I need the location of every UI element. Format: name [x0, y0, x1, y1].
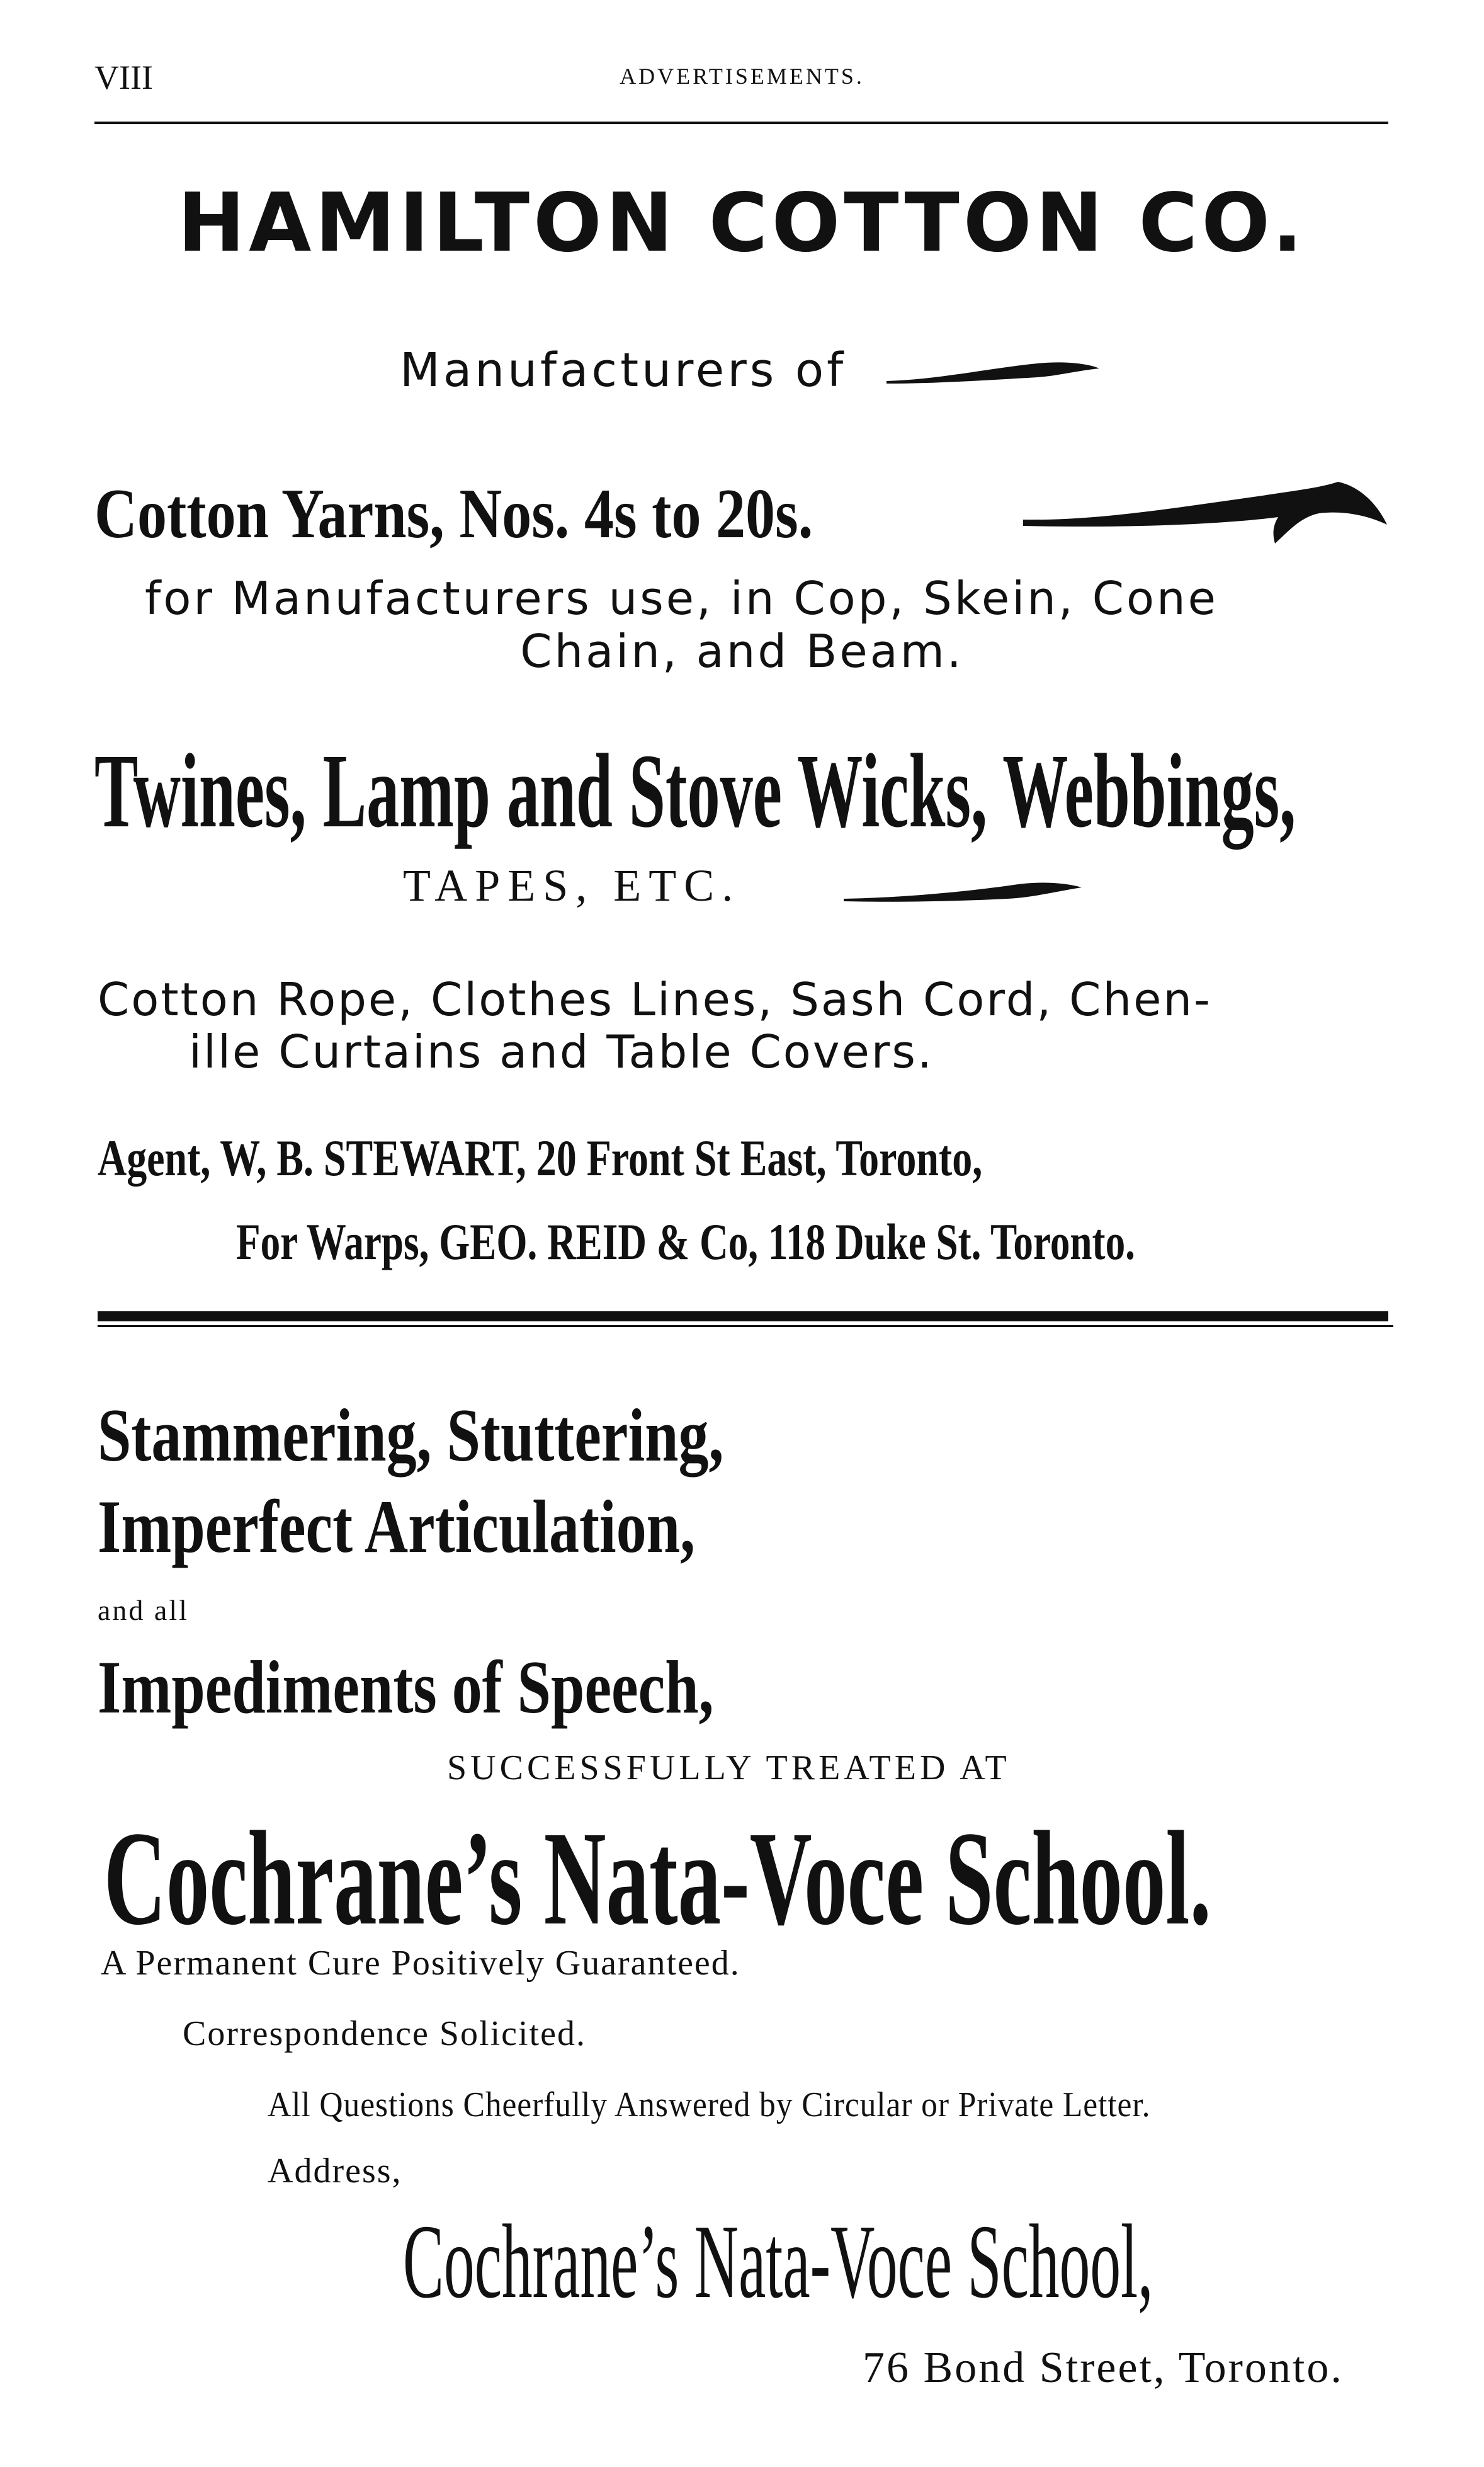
articulation-line: Imperfect Articulation, [98, 1484, 696, 1568]
yarns-use-line2: Chain, and Beam. [520, 625, 964, 678]
and-all: and all [98, 1594, 189, 1626]
running-header: ADVERTISEMENTS. [620, 64, 864, 89]
yarns-use-line1: for Manufacturers use, in Cop, Skein, Cone [145, 572, 1218, 625]
company-name: HAMILTON COTTON CO. [178, 176, 1306, 270]
agent-line: Agent, W, B. STEWART, 20 Front St East, Toronto, [98, 1129, 983, 1187]
stammering-line: Stammering, Stuttering, [98, 1393, 724, 1477]
swash-ornament-icon [886, 350, 1101, 394]
section-divider [98, 1311, 1388, 1321]
section-divider-thin [98, 1325, 1393, 1327]
rope-line2: ille Curtains and Table Covers. [189, 1025, 934, 1078]
street-address: 76 Bond Street, Toronto. [863, 2344, 1344, 2392]
treated-at: SUCCESSFULLY TREATED AT [447, 1748, 1011, 1787]
page-number: VIII [94, 59, 153, 96]
swash-ornament-icon [1023, 463, 1388, 545]
rope-line1: Cotton Rope, Clothes Lines, Sash Cord, Chen- [98, 973, 1212, 1026]
manufacturers-of: Manufacturers of [400, 343, 847, 397]
questions-line: All Questions Cheerfully Answered by Circular or Private Letter. [268, 2085, 1151, 2124]
correspondence-line: Correspondence Solicited. [183, 2014, 586, 2053]
swash-ornament-icon [844, 872, 1083, 910]
school-headline: Cochrane’s Nata-Voce School. [104, 1804, 1211, 1953]
school-address-name: Cochrane’s Nata-Voce School, [403, 2203, 1153, 2320]
twines-line: Twines, Lamp and Stove Wicks, Webbings, [94, 732, 1296, 850]
header-rule [94, 122, 1388, 124]
address-label: Address, [268, 2151, 402, 2191]
guarantee-line: A Permanent Cure Positively Guaranteed. [101, 1944, 740, 1983]
tapes-etc: TAPES, ETC. [403, 860, 741, 911]
impediments-line: Impediments of Speech, [98, 1645, 714, 1729]
warps-line: For Warps, GEO. REID & Co, 118 Duke St. Toronto. [236, 1213, 1135, 1270]
cotton-yarns: Cotton Yarns, Nos. 4s to 20s. [94, 475, 813, 553]
